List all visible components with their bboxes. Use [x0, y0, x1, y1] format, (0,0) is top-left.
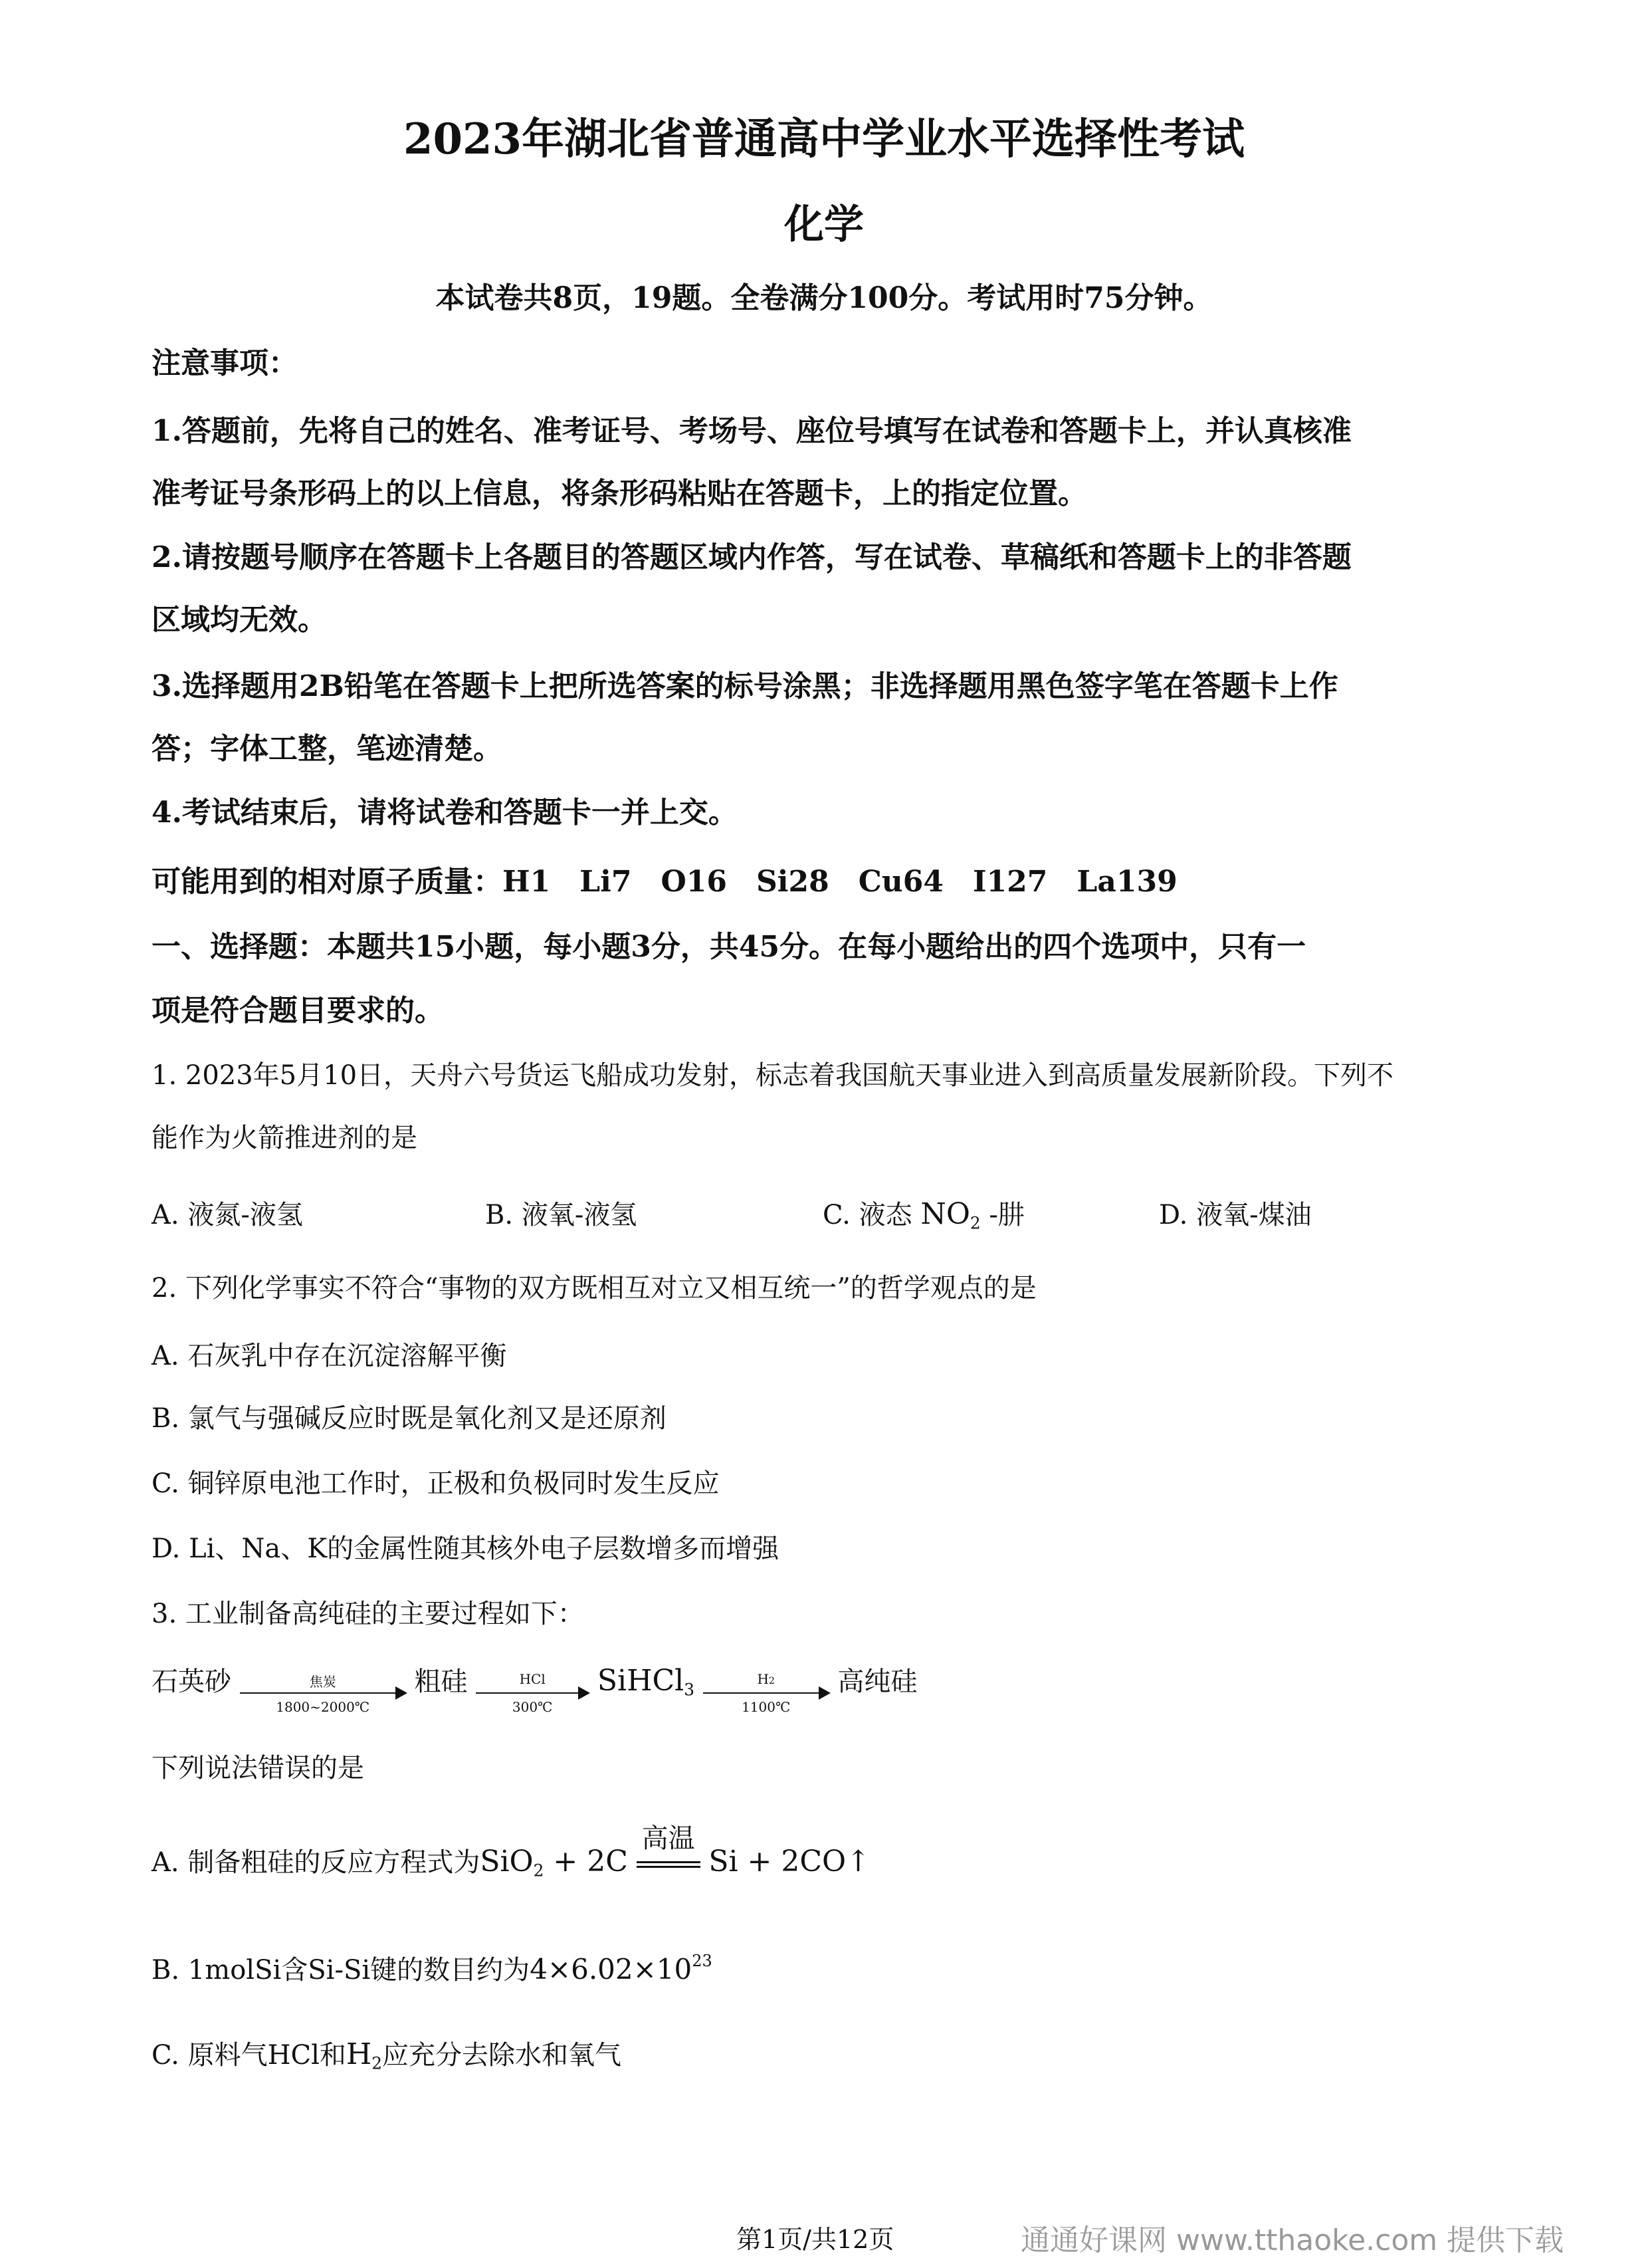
q2-option-d: D. Li、Na、K的金属性随其核外电子层数增多而增强: [152, 1533, 779, 1564]
section-1-heading-line-1: 一、选择题：本题共15小题，每小题3分，共45分。在每小题给出的四个选项中，只有一: [152, 930, 1306, 964]
notice-item-1-line-2: 准考证号条形码上的以上信息，将条形码粘贴在答题卡，上的指定位置。: [152, 477, 1087, 510]
notice-item-1-line-1: 1.答题前，先将自己的姓名、准考证号、考场号、座位号填写在试卷和答题卡上，并认真核准: [152, 414, 1352, 448]
q3-option-b: [152, 1949, 712, 1987]
q3-option-b-exponent: 23: [692, 1951, 712, 1970]
flow-sihcl3-subscript: 3: [684, 1680, 694, 1700]
flow-arrow-1-condition: 1800~2000℃: [276, 1699, 370, 1715]
reaction-condition: 高温: [641, 1823, 695, 1854]
q2-stem: 2. 下列化学事实不符合“事物的双方既相互对立又相互统一”的哲学观点的是: [152, 1273, 1037, 1304]
notice-heading: 注意事项：: [152, 346, 298, 380]
flow-arrow-3: [703, 1671, 829, 1715]
flow-arrow-2: [476, 1671, 589, 1715]
q1-option-a: A. 液氮-液氢: [152, 1200, 303, 1230]
subject-title: 化学: [784, 201, 864, 248]
q3-option-c-prefix: C. 原料气HCl和: [152, 2040, 346, 2071]
flow-high-purity-silicon: 高纯硅: [837, 1666, 918, 1697]
q3-option-c-suffix: 应充分去除水和氧气: [382, 2040, 622, 2071]
q1-stem-line-2: 能作为火箭推进剂的是: [152, 1123, 417, 1153]
notice-item-3-line-2: 答；字体工整，笔迹清楚。: [152, 732, 502, 766]
flow-crude-silicon: 粗硅: [414, 1666, 468, 1697]
exam-info: 本试卷共8页，19题。全卷满分100分。考试用时75分钟。: [435, 281, 1213, 315]
flow-arrow-3-condition: 1100℃: [742, 1699, 791, 1715]
q3-option-a-prefix: A. 制备粗硅的反应方程式为: [152, 1847, 480, 1878]
reaction-equals-sign: [637, 1823, 700, 1871]
q1-option-d: D. 液氧-煤油: [1159, 1200, 1312, 1230]
flow-arrow-3-reagent: H2: [757, 1671, 775, 1687]
q3-option-b-prefix: B. 1molSi含Si-Si键的数目约为: [152, 1955, 530, 1985]
exam-title: 2023年湖北省普通高中学业水平选择性考试: [403, 114, 1245, 164]
flow-arrow-2-condition: 300℃: [512, 1699, 553, 1715]
atomic-mass-line: 可能用到的相对原子质量：H1 Li7 O16 Si28 Cu64 I127 La139: [152, 865, 1178, 899]
flow-quartz-sand: 石英砂: [152, 1666, 231, 1697]
q3-ask: 下列说法错误的是: [152, 1753, 364, 1783]
q1-option-c-suffix: -肼: [989, 1200, 1025, 1230]
q3-stem: 3. 工业制备高纯硅的主要过程如下：: [152, 1599, 584, 1629]
q3-option-a: A. 制备粗硅的反应方程式为SiO$_2$ + 2C 高温 Si + 2CO↑: [152, 1841, 871, 1880]
notice-item-2-line-1: 2.请按题号顺序在答题卡上各题目的答题区域内作答，写在试卷、草稿纸和答题卡上的非答题: [152, 540, 1352, 574]
notice-item-2-line-2: 区域均无效。: [152, 603, 327, 637]
q3-option-a-reactant: SiO: [480, 1845, 534, 1878]
q3-option-c: C. 原料气HCl和$H_2$应充分去除水和氧气: [152, 2037, 622, 2073]
flow-arrow-1: [240, 1674, 406, 1715]
q1-option-c-prefix: C. 液态: [823, 1200, 912, 1230]
q2-option-b: B. 氯气与强碱反应时既是氧化剂又是还原剂: [152, 1403, 667, 1434]
flow-sihcl3: SiHCl: [597, 1664, 684, 1698]
notice-item-4: 4.考试结束后，请将试卷和答题卡一并上交。: [152, 796, 738, 830]
q1-stem-line-1: 1. 2023年5月10日，天舟六号货运飞船成功发射，标志着我国航天事业进入到高质量发展新阶段。下列不: [152, 1060, 1394, 1091]
page-number: 第1页/共12页: [736, 2225, 894, 2254]
q1-option-c: [823, 1194, 1025, 1232]
notice-item-3-line-1: 3.选择题用2B铅笔在答题卡上把所选答案的标号涂黑；非选择题用黑色签字笔在答题卡上作: [152, 669, 1338, 703]
q1-option-c-formula: NO: [920, 1197, 970, 1231]
flow-arrow-2-reagent: HCl: [519, 1671, 546, 1687]
flow-arrow-1-reagent: 焦炭: [309, 1674, 336, 1690]
q1-option-b: B. 液氧-液氢: [485, 1200, 637, 1230]
watermark-text: 通通好课网 www.tthaoke.com 提供下载: [1021, 2223, 1564, 2257]
q3-process-flow: [152, 1660, 917, 1714]
q2-option-a: A. 石灰乳中存在沉淀溶解平衡: [152, 1341, 507, 1371]
q2-option-c: C. 铜锌原电池工作时，正极和负极同时发生反应: [152, 1468, 720, 1499]
q3-option-b-value: 4×6.02×10: [530, 1953, 692, 1985]
q1-option-c-subscript: 2: [970, 1213, 981, 1233]
q3-option-c-formula: H: [346, 2037, 372, 2071]
section-1-heading-line-2: 项是符合题目要求的。: [152, 994, 444, 1028]
q3-option-a-product: Si + 2CO↑: [708, 1845, 871, 1878]
